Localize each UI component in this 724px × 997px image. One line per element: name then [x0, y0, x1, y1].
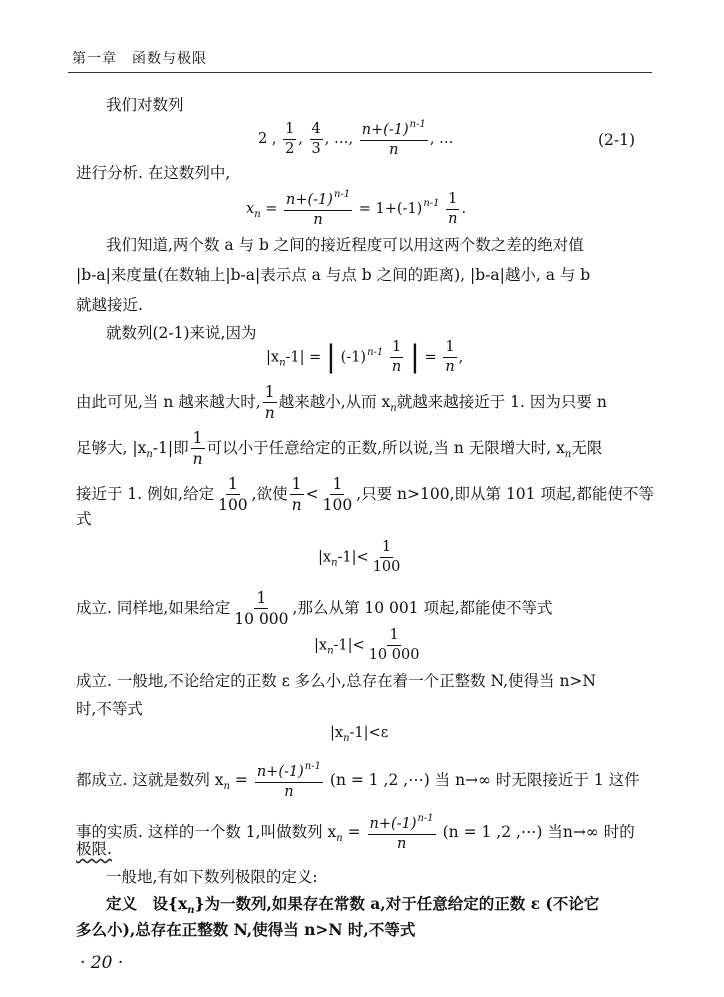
text-line: 我们对数列 — [106, 96, 184, 114]
definition-line: 多么小),总存在正整数 N,使得当 n>N 时,不等式 — [76, 920, 416, 939]
text-line: 成立. 同样地,如果给定 $\frac{1}{10 000}$ ,那么从第 10 001 项起,都能使不等式 — [76, 589, 553, 629]
text-line: 足够大, $|x_n-1|$即 $\frac{1}{n}$ 可以小于任意给定的正数,所以说,当 n 无限增大时, $x_n$无限 — [76, 429, 603, 469]
text-line: 就数列(2-1)来说,因为 — [106, 324, 257, 342]
text-line: 都成立. 这就是数列 $x_n$ = $\frac{n+(-1)^{n-1}}{n}$ (n = 1 ,2 ,⋯) 当 n→∞ 时无限接近于 1 这件 — [76, 761, 640, 801]
ineq-100: $|x_n-1|<$ $\frac{1}{100}$ — [318, 539, 401, 576]
text-line: 我们知道,两个数 a 与 b 之间的接近程度可以用这两个数之差的绝对值 — [106, 236, 584, 254]
frac-general-term: $\frac{n+(-1)^{n-1}}{n}$ — [361, 119, 426, 159]
frac-1-2: $\frac{1}{2}$ — [285, 120, 295, 157]
xn-formula: $x_n$ = $\frac{n+(-1)^{n-1}}{n}$ = $1+(-1)^{n-1}$ $\frac{1}{n}$ . — [246, 189, 467, 229]
text-line: 进行分析. 在这数列中, — [76, 164, 231, 182]
text-line: 成立. 一般地,不论给定的正数 ε 多么小,总存在着一个正整数 N,使得当 n>N — [76, 672, 596, 690]
ineq-epsilon: $|x_n-1|<\varepsilon$ — [330, 725, 389, 744]
seq-prefix: 2 , — [258, 131, 277, 148]
text-line: 由此可见,当 n 越来越大时, $\frac{1}{n}$ 越来越小,从而 $x_n$就越来越接近于 1. 因为只要 n — [76, 383, 607, 423]
text-line: 一般地,有如下数列极限的定义: — [106, 868, 318, 886]
text-line: 就越接近. — [76, 296, 143, 314]
text-line: 接近于 1. 例如,给定 $\frac{1}{100}$ ,欲使 $\frac{1}{n}$ < $\frac{1}{100}$ ,只要 n>100,即从第 101 项起,都能使不等 — [76, 475, 654, 515]
text-line: 时,不等式 — [76, 700, 143, 718]
page-number: · 20 · — [80, 953, 124, 973]
ineq-10000: $|x_n-1|<$ $\frac{1}{10 000}$ — [314, 627, 420, 664]
definition-line: 定义 设$\{x_n\}$为一数列,如果存在常数 a,对于任意给定的正数 ε (不论它 — [106, 894, 600, 916]
frac-4-3: $\frac{4}{3}$ — [311, 120, 321, 157]
text-line: 式 — [76, 510, 92, 528]
text-line-limit: 极限. — [76, 840, 112, 858]
running-header: 第一章 函数与极限 — [72, 51, 207, 67]
text-line: |b-a|来度量(在数轴上|b-a|表示点 a 与点 b 之间的距离), |b-a|越小, a 与 b — [76, 266, 591, 284]
equation-number: (2-1) — [598, 131, 636, 149]
header-rule — [68, 72, 652, 73]
abs-formula: $|x_n-1|$ = | $(-1)^{n-1}$ $\frac{1}{n}$ | = $\frac{1}{n}$ , — [266, 339, 464, 376]
sequence-formula: 2 , $\frac{1}{2}$ , $\frac{4}{3}$ , …, $\frac{n+(-1)^{n-1}}{n}$ , … — [258, 119, 454, 159]
text-line: 事的实质. 这样的一个数 1,叫做数列 $x_n$ = $\frac{n+(-1)^{n-1}}{n}$ (n = 1 ,2 ,⋯) 当n→∞ 时的 — [76, 813, 635, 853]
